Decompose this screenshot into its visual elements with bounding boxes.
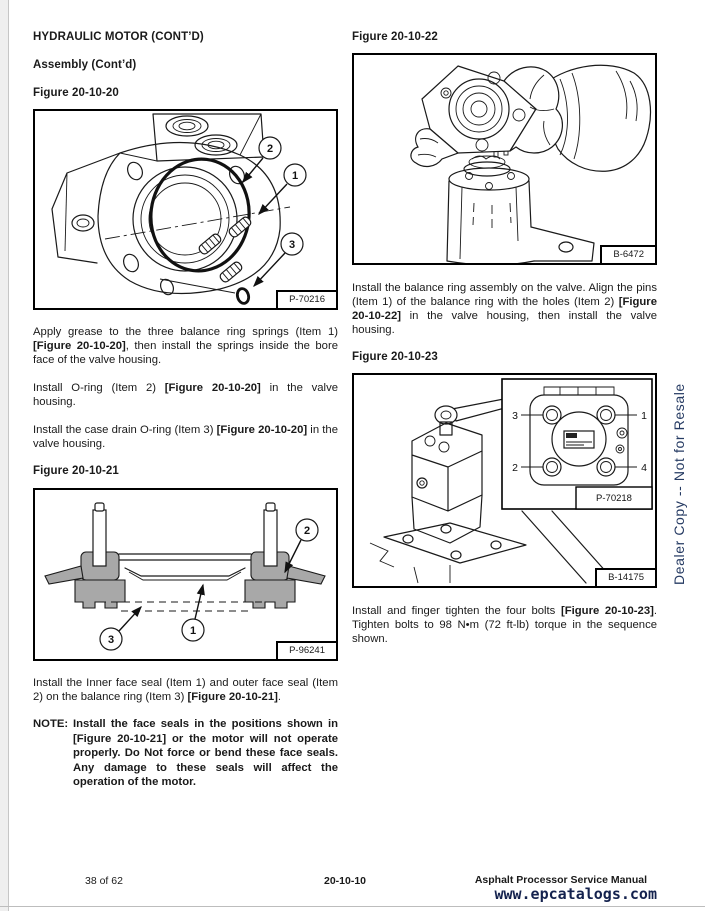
gloved-hand-drawing xyxy=(411,65,651,171)
figure-20-10-21-drawing xyxy=(35,490,336,659)
paragraph-case-drain-oring xyxy=(33,423,338,451)
figure-ref: [Figure 20-10-22] xyxy=(352,296,657,322)
text-run: Install and finger tighten the four bolts xyxy=(352,605,561,617)
bolt-sequence-inset xyxy=(502,379,652,509)
figure-box-20-10-20 xyxy=(33,109,338,310)
svg-text:2: 2 xyxy=(303,525,311,537)
text-run: Install the balance ring assembly on the valve. Align the pins (Item 1) of the balance ring with the holes (Item 2) xyxy=(352,282,657,308)
right-column xyxy=(352,31,657,660)
paragraph-install-oring xyxy=(33,381,338,409)
photo-id-label: P-70216 xyxy=(276,290,338,310)
text-run: Install O-ring (Item 2) xyxy=(33,382,165,394)
text-run: , then install the springs inside the bore face of the valve housing. xyxy=(33,340,339,366)
photo-id-label: B-6472 xyxy=(600,245,657,265)
paragraph-tighten-bolts xyxy=(352,604,657,646)
figure-20-10-22-drawing xyxy=(354,55,655,263)
figure-title-20-10-22: Figure 20-10-22 xyxy=(352,31,438,43)
figure-ref: [Figure 20-10-21] xyxy=(187,691,278,703)
scan-edge-bottom xyxy=(0,906,705,907)
text-run: Apply grease to the three balance ring springs (Item 1) xyxy=(33,326,338,338)
svg-text:1: 1 xyxy=(189,625,197,637)
text-run: Install the Inner face seal (Item 1) and outer face seal (Item 2) on the balance ring (Item 3) xyxy=(33,677,338,703)
note-block xyxy=(33,717,338,790)
photo-id-label: B-14175 xyxy=(595,568,657,588)
text-run: Install the case drain O-ring (Item 3) xyxy=(33,424,217,436)
o-ring-item-2 xyxy=(145,153,256,276)
dealer-copy-watermark: Dealer Copy -- Not for Resale xyxy=(671,383,687,585)
callout-3 xyxy=(100,607,141,650)
balance-ring-cross-section xyxy=(45,503,325,611)
text-run: . xyxy=(277,691,282,703)
text-run: . Tighten bolts to 98 N•m (72 ft-lb) torque in the sequence shown. xyxy=(352,605,658,645)
svg-text:4: 4 xyxy=(641,462,647,474)
subsection-heading: Assembly (Cont’d) xyxy=(33,59,137,71)
note-body: Install the face seals in the positions shown in [Figure 20-10-21] or the motor will not operate properly. Do Not force or bend these face seals. Any damage to these seals will affect the operation of the motor. xyxy=(73,718,338,788)
figure-title-20-10-23: Figure 20-10-23 xyxy=(352,351,438,363)
figure-box-20-10-23 xyxy=(352,373,657,588)
callout-1 xyxy=(182,585,204,641)
footer-manual-title: Asphalt Processor Service Manual xyxy=(474,874,647,886)
svg-text:3: 3 xyxy=(107,634,115,646)
inset-photo-id-label: P-70218 xyxy=(596,493,632,504)
figure-box-20-10-22 xyxy=(352,53,657,265)
footer-page-number: 38 of 62 xyxy=(85,875,123,887)
footer-section-code: 20-10-10 xyxy=(323,875,367,887)
figure-ref: [Figure 20-10-20] xyxy=(164,382,261,394)
svg-text:2: 2 xyxy=(512,462,518,474)
paragraph-face-seals xyxy=(33,676,338,704)
callout-3 xyxy=(254,233,303,286)
paragraph-apply-grease xyxy=(33,325,338,367)
svg-text:3: 3 xyxy=(288,239,296,251)
svg-text:1: 1 xyxy=(291,170,299,182)
text-run: in the valve housing, then install the valve housing. xyxy=(352,310,657,336)
figure-ref: [Figure 20-10-20] xyxy=(216,424,308,436)
scan-edge-left xyxy=(0,0,9,911)
section-heading: HYDRAULIC MOTOR (CONT’D) xyxy=(33,31,204,43)
valve-housing-drawing xyxy=(52,114,290,297)
paragraph-balance-ring-assembly xyxy=(352,281,657,337)
svg-text:2: 2 xyxy=(266,143,274,155)
figure-ref: [Figure 20-10-20] xyxy=(33,340,126,352)
footer-website-link[interactable]: www.epcatalogs.com xyxy=(494,885,657,903)
figure-20-10-23-drawing xyxy=(354,375,655,586)
left-column xyxy=(33,31,338,790)
figure-title-20-10-20: Figure 20-10-20 xyxy=(33,87,119,99)
figure-ref: [Figure 20-10-23] xyxy=(560,605,654,617)
figure-title-20-10-21: Figure 20-10-21 xyxy=(33,465,119,477)
note-label: NOTE: xyxy=(33,718,69,730)
callout-1 xyxy=(259,164,306,214)
figure-box-20-10-21 xyxy=(33,488,338,661)
svg-text:3: 3 xyxy=(512,410,518,422)
text-run: in the valve housing. xyxy=(33,424,338,450)
balance-ring-springs-item-1 xyxy=(198,215,253,283)
photo-id-label: P-96241 xyxy=(276,641,338,661)
svg-text:1: 1 xyxy=(641,410,647,422)
text-run: in the valve housing. xyxy=(33,382,338,408)
callout-2 xyxy=(285,519,318,572)
figure-20-10-20-drawing xyxy=(35,111,336,308)
